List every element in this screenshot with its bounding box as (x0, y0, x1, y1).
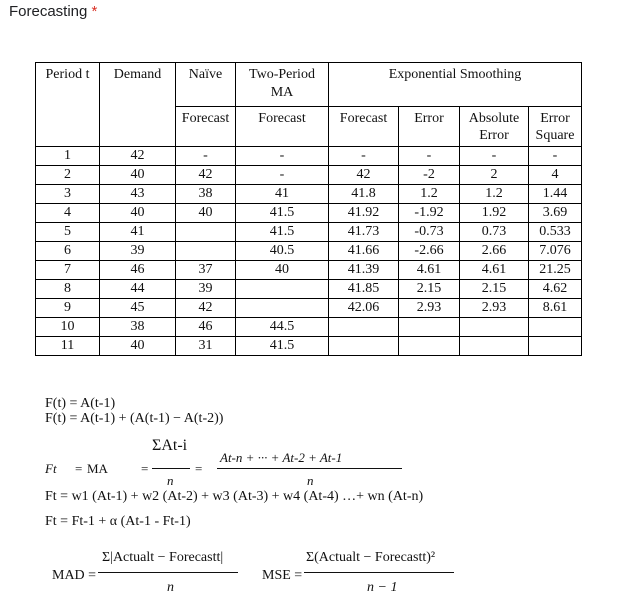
table-cell: 40 (176, 204, 236, 223)
table-cell: - (529, 147, 582, 166)
table-cell (529, 337, 582, 356)
ma-lhs: Ft (45, 461, 57, 476)
fraction-bar (304, 572, 454, 573)
table-cell: 9 (36, 299, 100, 318)
table-cell: 7.076 (529, 242, 582, 261)
table-cell: 42 (176, 299, 236, 318)
table-cell: 40 (100, 204, 176, 223)
forecasting-table (35, 62, 582, 356)
table-row (36, 166, 582, 185)
ma-rhs-denominator: n (307, 473, 314, 488)
table-cell: 46 (100, 261, 176, 280)
table-cell: 2.15 (399, 280, 460, 299)
ma-rhs: At-n + ··· + At-2 + At-1 (220, 450, 343, 465)
ma-label: MA (87, 461, 108, 476)
header-two-period-ma: Two-Period MA (236, 63, 329, 107)
question-title (9, 3, 97, 20)
table-cell: 41.92 (329, 204, 399, 223)
table-body (36, 147, 582, 356)
fraction-bar (217, 468, 402, 469)
table-cell: 41.8 (329, 185, 399, 204)
header-naive: Naïve (176, 63, 236, 107)
formula-mad (52, 548, 242, 598)
formula-exponential: Ft = Ft-1 + α (At-1 - Ft-1) (45, 514, 191, 529)
table-cell: - (399, 147, 460, 166)
table-cell: 0.73 (460, 223, 529, 242)
table-cell: 2.66 (460, 242, 529, 261)
table-row (36, 242, 582, 261)
equals-sign: = (75, 461, 83, 476)
table-cell: 39 (100, 242, 176, 261)
table-cell (460, 337, 529, 356)
table-cell: 1.92 (460, 204, 529, 223)
equals-sign: = (195, 461, 203, 476)
table-cell: - (236, 147, 329, 166)
table-cell: 3.69 (529, 204, 582, 223)
header-row-2 (36, 107, 582, 147)
ma-denominator: n (167, 473, 174, 488)
table-cell: 43 (100, 185, 176, 204)
table-cell (236, 299, 329, 318)
formula-weighted: Ft = w1 (At-1) + w2 (At-2) + w3 (At-3) + w4 (At-4) …+ wn (At-n) (45, 489, 424, 504)
table-cell: 2.93 (460, 299, 529, 318)
table-cell: 38 (176, 185, 236, 204)
table-row (36, 261, 582, 280)
table-cell: 1.44 (529, 185, 582, 204)
table-cell: 0.533 (529, 223, 582, 242)
fraction-bar (98, 572, 238, 573)
formula-naive: F(t) = A(t-1) (45, 396, 116, 411)
table-cell: -2.66 (399, 242, 460, 261)
required-asterisk: * (91, 3, 98, 20)
table-cell (176, 223, 236, 242)
table-cell: 4.61 (460, 261, 529, 280)
table-cell: 8 (36, 280, 100, 299)
table-row (36, 204, 582, 223)
table-cell: 4.61 (399, 261, 460, 280)
table-row (36, 337, 582, 356)
header-error: Error (399, 107, 460, 147)
table-cell (329, 337, 399, 356)
formula-moving-average (45, 437, 405, 488)
table-cell: 40 (100, 337, 176, 356)
table-cell: 4 (36, 204, 100, 223)
table-cell: 44.5 (236, 318, 329, 337)
table-cell: 42.06 (329, 299, 399, 318)
table-cell: 41.73 (329, 223, 399, 242)
table-cell: 31 (176, 337, 236, 356)
equals-sign: = (141, 461, 149, 476)
table-cell: 4.62 (529, 280, 582, 299)
table-cell: 45 (100, 299, 176, 318)
header-period-spacer (36, 107, 100, 147)
table-cell: - (236, 166, 329, 185)
fraction-bar (152, 468, 190, 469)
ma-sum: ΣAt-i (152, 437, 188, 454)
table-cell: -2 (399, 166, 460, 185)
header-demand: Demand (100, 63, 176, 107)
mse-denominator: n − 1 (367, 580, 398, 595)
table-cell: 41.5 (236, 204, 329, 223)
mse-numerator: Σ(Actualt − Forecastt)² (306, 550, 436, 565)
table-cell (329, 318, 399, 337)
question-title-text: Forecasting (9, 3, 88, 20)
table-cell: 10 (36, 318, 100, 337)
table-cell: - (176, 147, 236, 166)
table-cell: 42 (329, 166, 399, 185)
table-cell: 42 (176, 166, 236, 185)
mad-label: MAD = (52, 568, 97, 583)
table-cell (399, 337, 460, 356)
table-cell: 38 (100, 318, 176, 337)
header-ma-forecast: Forecast (236, 107, 329, 147)
table-cell: 41.5 (236, 337, 329, 356)
table-cell: - (329, 147, 399, 166)
header-row-1 (36, 63, 582, 107)
table-cell: 4 (529, 166, 582, 185)
table-cell: 41.5 (236, 223, 329, 242)
header-exp-forecast: Forecast (329, 107, 399, 147)
header-demand-spacer (100, 107, 176, 147)
table-row (36, 280, 582, 299)
header-naive-forecast: Forecast (176, 107, 236, 147)
table-cell: 2 (36, 166, 100, 185)
table-cell: 2.15 (460, 280, 529, 299)
table-cell: 7 (36, 261, 100, 280)
table-cell: 11 (36, 337, 100, 356)
table-cell: 40.5 (236, 242, 329, 261)
table-cell: 41.66 (329, 242, 399, 261)
table-cell (176, 242, 236, 261)
header-absolute-error: Absolute Error (460, 107, 529, 147)
table-cell: 5 (36, 223, 100, 242)
table-cell: 8.61 (529, 299, 582, 318)
table-row (36, 185, 582, 204)
table-cell: 6 (36, 242, 100, 261)
mad-numerator: Σ|Actualt − Forecastt| (102, 550, 224, 565)
table-cell: - (460, 147, 529, 166)
header-error-square: Error Square (529, 107, 582, 147)
table-row (36, 223, 582, 242)
table-cell (460, 318, 529, 337)
table-cell: 41.39 (329, 261, 399, 280)
table-cell: -1.92 (399, 204, 460, 223)
table-cell: 1.2 (399, 185, 460, 204)
mad-denominator: n (167, 580, 174, 595)
table-cell: 2 (460, 166, 529, 185)
table-cell: 42 (100, 147, 176, 166)
header-period: Period t (36, 63, 100, 107)
mse-label: MSE = (262, 568, 303, 583)
table-cell: 39 (176, 280, 236, 299)
table-cell: 1 (36, 147, 100, 166)
table-cell (236, 280, 329, 299)
table-cell: 40 (236, 261, 329, 280)
table-cell: 2.93 (399, 299, 460, 318)
table-cell: 40 (100, 166, 176, 185)
table-cell: 46 (176, 318, 236, 337)
table-row (36, 318, 582, 337)
table-cell (399, 318, 460, 337)
table-cell: 41 (236, 185, 329, 204)
table-cell (529, 318, 582, 337)
table-cell: 37 (176, 261, 236, 280)
table-cell: 3 (36, 185, 100, 204)
table-row (36, 299, 582, 318)
formula-mse (262, 548, 462, 598)
table-row (36, 147, 582, 166)
table-cell: 44 (100, 280, 176, 299)
header-exponential-smoothing: Exponential Smoothing (329, 63, 582, 107)
formula-two-period: F(t) = A(t-1) + (A(t-1) − A(t-2)) (45, 411, 224, 426)
table-cell: 1.2 (460, 185, 529, 204)
table-cell: 41.85 (329, 280, 399, 299)
table-cell: 21.25 (529, 261, 582, 280)
table-cell: 41 (100, 223, 176, 242)
table-cell: -0.73 (399, 223, 460, 242)
